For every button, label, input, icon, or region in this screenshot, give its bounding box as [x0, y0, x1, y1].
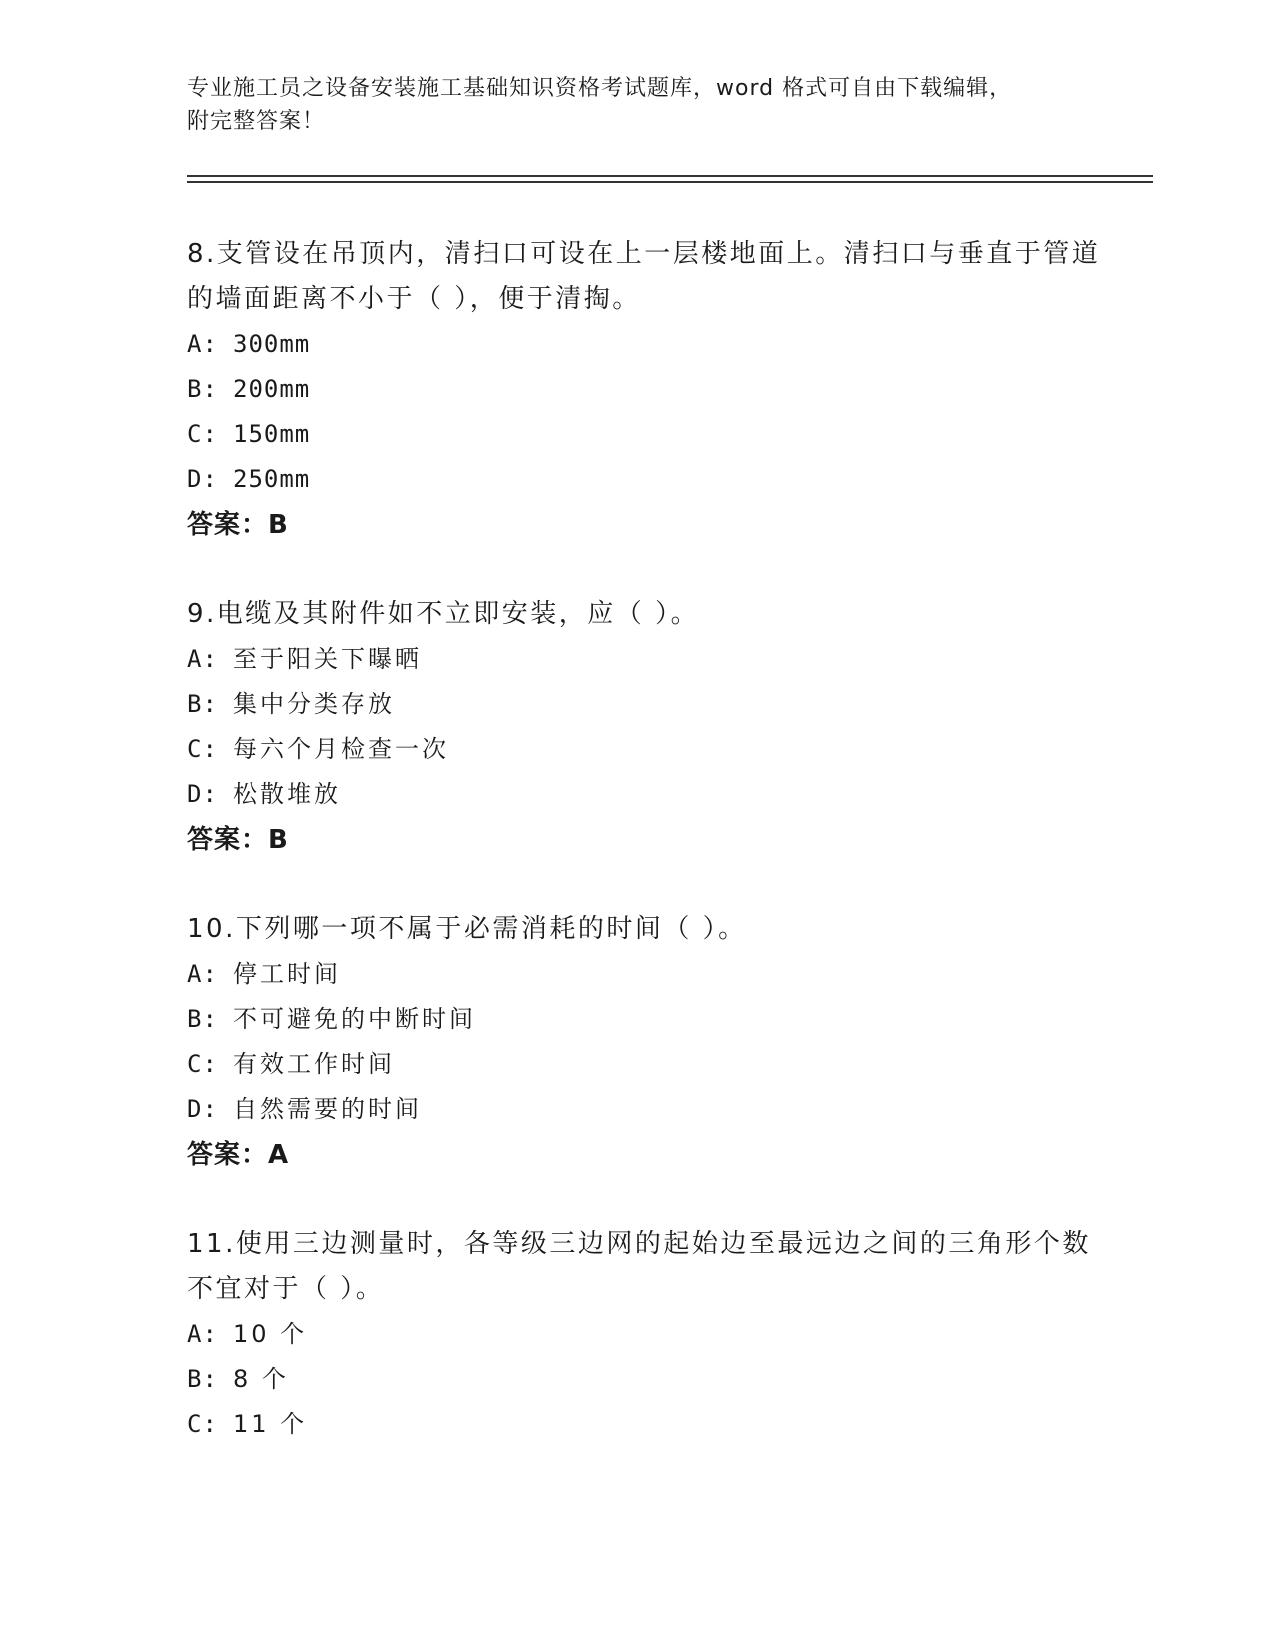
- header-divider-top: [187, 175, 1153, 177]
- option-text: 250mm: [233, 465, 311, 493]
- option-text: 200mm: [233, 375, 311, 403]
- option-text: 集中分类存放: [233, 690, 395, 718]
- option-a: [187, 1312, 1107, 1357]
- question-text: 11.使用三边测量时，各等级三边网的起始边至最远边之间的三角形个数不宜对于（ ）。: [187, 1229, 1091, 1304]
- option-label: A:: [187, 330, 218, 358]
- option-label: D:: [187, 465, 218, 493]
- option-c: [187, 1042, 1107, 1087]
- option-text: 11 个: [233, 1410, 308, 1438]
- question-10: [187, 907, 1107, 1178]
- option-label: C:: [187, 1410, 218, 1438]
- option-label: B:: [187, 1365, 218, 1393]
- option-text: 不可避免的中断时间: [233, 1005, 476, 1033]
- option-label: D:: [187, 780, 218, 808]
- option-text: 有效工作时间: [233, 1050, 395, 1078]
- option-text: 松散堆放: [233, 780, 341, 808]
- header-divider-bottom: [187, 181, 1153, 183]
- option-text: 150mm: [233, 420, 311, 448]
- option-text: 停工时间: [233, 960, 341, 988]
- option-label: C:: [187, 1050, 218, 1078]
- option-b: [187, 1357, 1107, 1402]
- option-label: B:: [187, 375, 218, 403]
- answer-line: 答案：B: [187, 825, 289, 855]
- option-a: [187, 637, 1107, 682]
- option-label: D:: [187, 1095, 218, 1123]
- option-c: [187, 727, 1107, 772]
- option-text: 至于阳关下曝晒: [233, 645, 422, 673]
- option-label: A:: [187, 1320, 218, 1348]
- question-text: 10.下列哪一项不属于必需消耗的时间（ ）。: [187, 914, 747, 944]
- option-a: [187, 322, 1107, 367]
- option-text: 300mm: [233, 330, 311, 358]
- option-text: 10 个: [233, 1320, 308, 1348]
- option-c: [187, 1402, 1107, 1447]
- option-label: C:: [187, 420, 218, 448]
- question-9: [187, 592, 1107, 863]
- option-label: A:: [187, 645, 218, 673]
- option-b: [187, 682, 1107, 727]
- option-label: C:: [187, 735, 218, 763]
- header-line-2: 附完整答案！: [187, 109, 326, 134]
- option-a: [187, 952, 1107, 997]
- answer-line: 答案：A: [187, 1140, 290, 1170]
- option-d: [187, 457, 1107, 502]
- option-text: 自然需要的时间: [233, 1095, 422, 1123]
- question-11: [187, 1222, 1107, 1447]
- header-line-1: 专业施工员之设备安装施工基础知识资格考试题库，word 格式可自由下载编辑，: [187, 76, 1013, 101]
- question-8: [187, 232, 1107, 548]
- option-label: B:: [187, 1005, 218, 1033]
- option-text: 每六个月检查一次: [233, 735, 449, 763]
- option-label: B:: [187, 690, 218, 718]
- option-d: [187, 1087, 1107, 1132]
- question-text: 8.支管设在吊顶内，清扫口可设在上一层楼地面上。清扫口与垂直于管道的墙面距离不小于（ ），便于清掏。: [187, 239, 1101, 314]
- option-b: [187, 997, 1107, 1042]
- option-b: [187, 367, 1107, 412]
- option-c: [187, 412, 1107, 457]
- question-list: [187, 232, 1107, 1491]
- option-label: A:: [187, 960, 218, 988]
- document-header: [187, 72, 1087, 138]
- option-d: [187, 772, 1107, 817]
- question-text: 9.电缆及其附件如不立即安装，应（ ）。: [187, 599, 700, 629]
- answer-line: 答案：B: [187, 510, 289, 540]
- option-text: 8 个: [233, 1365, 289, 1393]
